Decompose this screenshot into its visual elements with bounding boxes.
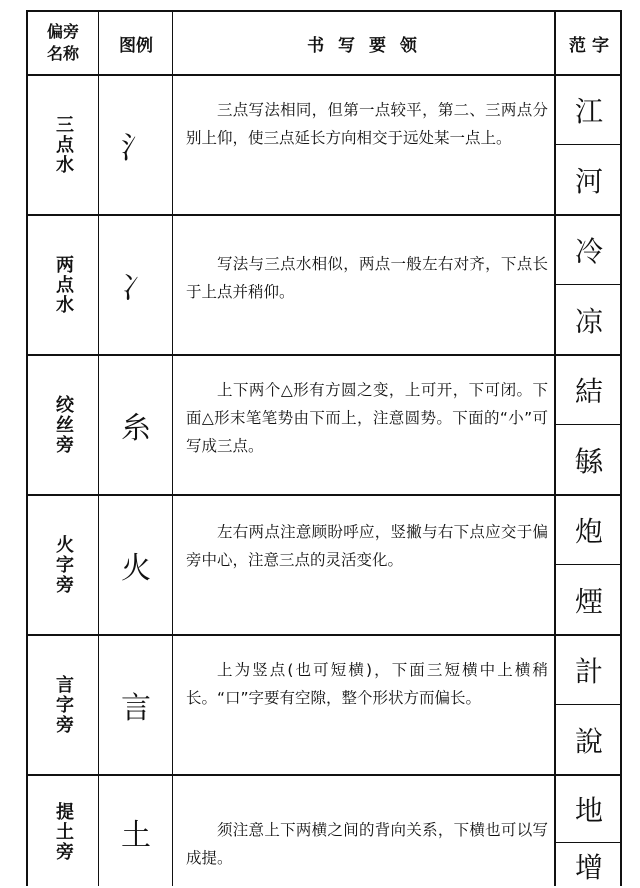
sample-divider (554, 842, 620, 843)
column-divider (172, 12, 173, 886)
writing-guide-text: 上为竖点(也可短横)，下面三短横中上横稍长。“口”字要有空隙，整个形状方而偏长。 (186, 661, 548, 707)
sample-char: 冷 (574, 235, 603, 268)
sample-char: 凉 (574, 305, 603, 338)
calligraphy-radical-table (26, 10, 622, 886)
header-sample-chars: 范 字 (569, 35, 609, 56)
sample-char: 地 (574, 794, 603, 827)
writing-guide-text: 三点写法相同，但第一点较平，第二、三两点分别上仰，使三点延长方向相交于远处某一点上。 (186, 101, 548, 147)
writing-guide-text: 须注意上下两横之间的背向关系，下横也可以写成提。 (186, 821, 548, 867)
radical-example: 冫 (121, 271, 151, 306)
sample-divider (554, 424, 620, 425)
radical-name: 火字旁 (53, 535, 74, 595)
header-example: 图例 (119, 35, 153, 56)
sample-char: 緐 (574, 445, 603, 478)
radical-example: 火 (121, 551, 151, 586)
header-writing-guide: 书 写 要 领 (307, 35, 421, 56)
sample-char: 河 (574, 165, 603, 198)
sample-divider (554, 144, 620, 145)
radical-example: 氵 (121, 131, 151, 166)
sample-char: 計 (574, 655, 603, 688)
writing-guide-text: 写法与三点水相似，两点一般左右对齐，下点长于上点并稍仰。 (186, 255, 548, 301)
sample-char: 說 (574, 725, 603, 758)
column-divider (98, 12, 99, 886)
sample-char: 增 (574, 851, 603, 884)
radical-name: 三点水 (53, 115, 74, 175)
radical-example: 言 (121, 691, 151, 726)
sample-char: 結 (574, 375, 603, 408)
writing-guide-text: 左右两点注意顾盼呼应，竖撇与右下点应交于偏旁中心，注意三点的灵活变化。 (186, 523, 548, 569)
sample-char: 炮 (574, 515, 603, 548)
writing-guide-text: 上下两个△形有方圆之变，上可开，下可闭。下面△形末笔笔势由下而上，注意圆势。下面的“小”可写成三点。 (186, 381, 548, 455)
radical-example: 土 (121, 818, 151, 853)
radical-name: 言字旁 (53, 675, 74, 735)
sample-char: 江 (574, 95, 603, 128)
sample-divider (554, 564, 620, 565)
sample-divider (554, 704, 620, 705)
radical-name: 绞丝旁 (53, 395, 74, 455)
sample-divider (554, 284, 620, 285)
radical-name: 两点水 (53, 255, 74, 315)
sample-char: 煙 (574, 585, 603, 618)
radical-name: 提土旁 (53, 802, 74, 862)
header-radical-name: 偏旁 名称 (46, 22, 79, 63)
radical-example: 糸 (121, 411, 151, 446)
